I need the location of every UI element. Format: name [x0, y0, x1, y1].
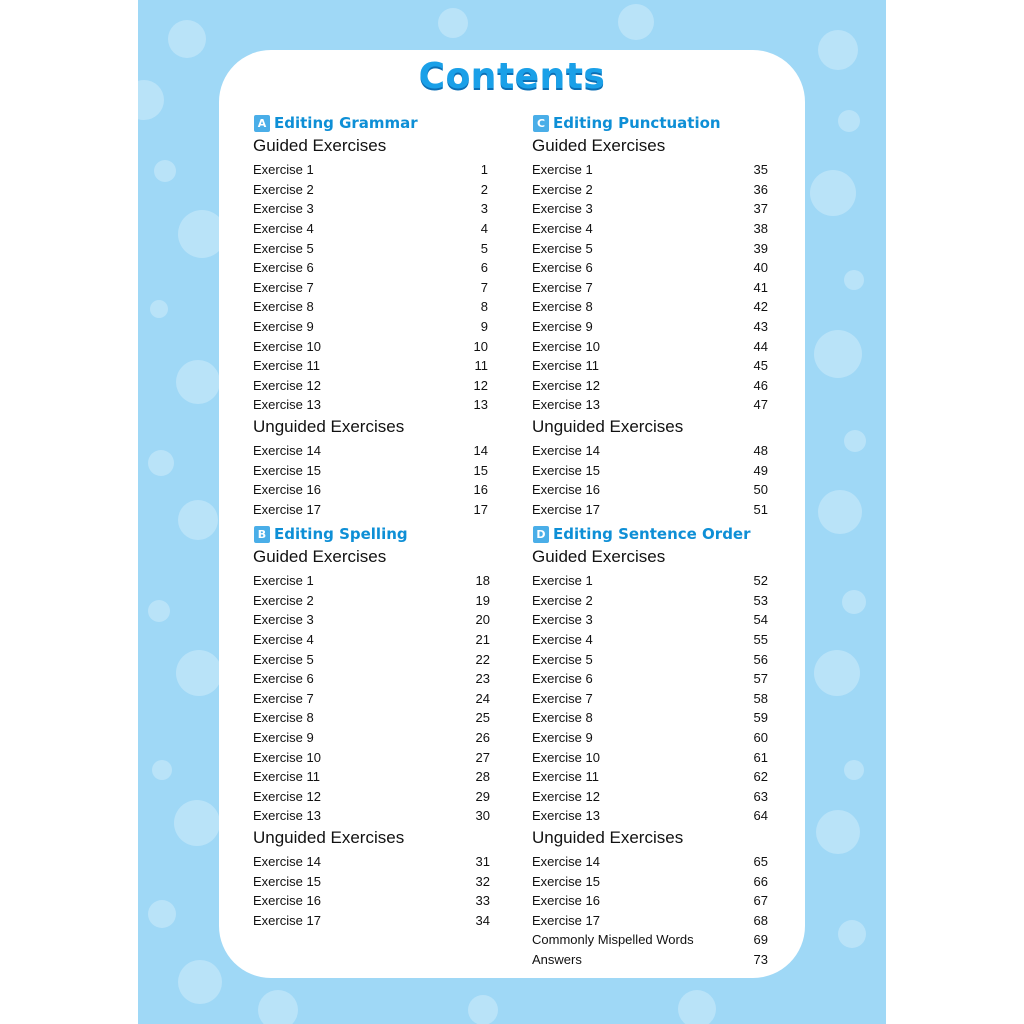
toc-entry [253, 199, 488, 219]
toc-entry [532, 356, 768, 376]
toc-entry [532, 500, 768, 520]
entry-name: Exercise 9 [253, 730, 314, 746]
section-letter-badge: A [254, 115, 270, 132]
toc-entry [253, 787, 490, 807]
section-heading [254, 112, 418, 134]
toc-entry [253, 649, 490, 669]
entry-name: Exercise 9 [532, 730, 593, 746]
entry-page-number: 44 [753, 338, 768, 354]
entry-name: Exercise 10 [253, 338, 321, 354]
section-letter-badge: B [254, 526, 270, 543]
entry-name: Exercise 8 [532, 299, 593, 315]
entry-name: Exercise 1 [532, 162, 593, 178]
toc-entry [532, 297, 768, 317]
entry-page-number: 46 [753, 377, 768, 393]
entry-page-number: 3 [480, 201, 488, 217]
entry-page-number: 29 [475, 788, 490, 804]
entry-page-number: 25 [475, 710, 490, 726]
group-heading: Unguided Exercises [253, 416, 405, 436]
entry-name: Exercise 15 [253, 873, 321, 889]
entry-page-number: 5 [480, 240, 488, 256]
toc-entry [532, 689, 768, 709]
toc-entry [253, 219, 488, 239]
entry-name: Exercise 15 [253, 462, 321, 478]
toc-entry [532, 787, 768, 807]
entry-page-number: 2 [480, 181, 488, 197]
entry-name: Exercise 13 [253, 808, 321, 824]
toc-entry [253, 460, 488, 480]
section-title: Editing Spelling [274, 525, 408, 543]
toc-entry [532, 376, 768, 396]
toc-entry [532, 441, 768, 461]
entry-name: Exercise 3 [253, 612, 314, 628]
entry-name: Exercise 17 [532, 912, 600, 928]
toc-entry [532, 669, 768, 689]
toc-entry [532, 852, 768, 872]
entry-page-number: 21 [475, 632, 490, 648]
toc-entry [253, 891, 490, 911]
toc-entry [253, 376, 488, 396]
group-heading: Unguided Exercises [532, 416, 684, 436]
entry-name: Exercise 11 [253, 769, 320, 785]
entry-name: Exercise 2 [253, 592, 314, 608]
entry-page-number: 11 [474, 358, 488, 374]
entry-name: Answers [532, 952, 582, 968]
entry-name: Exercise 10 [253, 749, 321, 765]
toc-entry [532, 571, 768, 591]
entry-name: Exercise 12 [532, 377, 600, 393]
entry-name: Exercise 11 [532, 769, 599, 785]
entry-page-number: 17 [473, 501, 488, 517]
entry-page-number: 14 [473, 443, 488, 459]
entry-name: Exercise 1 [253, 573, 314, 589]
entry-page-number: 38 [753, 221, 768, 237]
entry-name: Exercise 2 [253, 181, 314, 197]
entry-page-number: 59 [753, 710, 768, 726]
entry-page-number: 32 [475, 873, 490, 889]
toc-entry [532, 317, 768, 337]
entry-name: Exercise 17 [532, 501, 600, 517]
entry-name: Exercise 3 [253, 201, 314, 217]
toc-entry [253, 180, 488, 200]
entry-page-number: 54 [753, 612, 768, 628]
bubble-decoration [678, 990, 716, 1024]
entry-name: Exercise 6 [532, 671, 593, 687]
toc-entry [253, 160, 488, 180]
bubble-decoration [838, 110, 860, 132]
toc-entry [532, 238, 768, 258]
entry-page-number: 65 [753, 854, 768, 870]
entry-page-number: 9 [480, 319, 488, 335]
toc-entry [532, 199, 768, 219]
entry-name: Exercise 13 [253, 397, 321, 413]
entry-name: Exercise 6 [253, 671, 314, 687]
bubble-decoration [178, 500, 218, 540]
toc-entry [253, 747, 490, 767]
entry-page-number: 66 [753, 873, 768, 889]
toc-entry [253, 728, 490, 748]
toc-entry [532, 460, 768, 480]
toc-entry [532, 160, 768, 180]
entry-page-number: 57 [753, 671, 768, 687]
bubble-decoration [152, 760, 172, 780]
entry-page-number: 45 [753, 358, 768, 374]
group-heading: Unguided Exercises [253, 827, 405, 847]
bubble-decoration [618, 4, 654, 40]
entry-name: Exercise 3 [532, 612, 593, 628]
entry-name: Exercise 17 [253, 501, 321, 517]
entry-name: Exercise 4 [253, 632, 314, 648]
entry-name: Exercise 7 [253, 690, 314, 706]
entry-name: Exercise 16 [532, 482, 600, 498]
toc-entry [253, 871, 490, 891]
entry-name: Exercise 15 [532, 462, 600, 478]
bubble-decoration [816, 810, 860, 854]
page-title: Contents [418, 56, 606, 97]
entry-name: Exercise 14 [253, 443, 321, 459]
toc-entry [532, 630, 768, 650]
entry-name: Exercise 7 [253, 279, 314, 295]
entry-name: Exercise 4 [532, 632, 593, 648]
group-heading: Guided Exercises [253, 547, 387, 566]
toc-entry [532, 708, 768, 728]
toc-entry [253, 689, 490, 709]
entry-name: Exercise 13 [532, 808, 600, 824]
toc-entry [532, 258, 768, 278]
toc-entry [532, 891, 768, 911]
entry-page-number: 55 [753, 632, 768, 648]
entry-page-number: 60 [753, 730, 768, 746]
entry-page-number: 36 [753, 181, 768, 197]
bubble-decoration [844, 270, 864, 290]
toc-entry [532, 871, 768, 891]
toc-entry [532, 336, 768, 356]
bubble-decoration [148, 900, 176, 928]
toc-entry [253, 852, 490, 872]
toc-entry [253, 238, 488, 258]
toc-entry [532, 649, 768, 669]
bubble-decoration [844, 430, 866, 452]
entry-page-number: 42 [753, 299, 768, 315]
bubble-decoration [258, 990, 298, 1024]
entry-name: Exercise 10 [532, 338, 600, 354]
toc-entry [532, 930, 768, 950]
bubble-decoration [814, 650, 860, 696]
section-title: Editing Grammar [274, 114, 418, 132]
bubble-decoration [438, 8, 468, 38]
toc-entry [532, 911, 768, 931]
section-title: Editing Sentence Order [553, 525, 751, 543]
entry-name: Exercise 12 [532, 788, 600, 804]
entry-name: Exercise 10 [532, 749, 600, 765]
toc-entry [253, 610, 490, 630]
bubble-decoration [176, 650, 222, 696]
entry-name: Exercise 5 [532, 240, 593, 256]
entry-name: Exercise 14 [532, 854, 600, 870]
entry-name: Exercise 11 [532, 358, 599, 374]
toc-entry [253, 336, 488, 356]
entry-name: Exercise 14 [253, 854, 321, 870]
toc-entry [253, 317, 488, 337]
entry-name: Exercise 4 [532, 221, 593, 237]
entry-page-number: 15 [473, 462, 488, 478]
entry-page-number: 30 [475, 808, 490, 824]
entry-page-number: 13 [473, 397, 488, 413]
entry-page-number: 19 [475, 592, 490, 608]
entry-name: Exercise 6 [253, 260, 314, 276]
entry-page-number: 67 [753, 893, 768, 909]
entry-page-number: 7 [480, 279, 488, 295]
entry-page-number: 12 [473, 377, 488, 393]
bubble-decoration [818, 490, 862, 534]
entry-name: Exercise 9 [253, 319, 314, 335]
toc-entry [532, 747, 768, 767]
toc-entry [532, 806, 768, 826]
entry-name: Exercise 5 [253, 240, 314, 256]
bubble-decoration [178, 960, 222, 1004]
toc-entry [532, 278, 768, 298]
entry-name: Exercise 16 [253, 482, 321, 498]
section-heading [533, 523, 751, 545]
group-heading: Guided Exercises [532, 136, 666, 155]
entry-page-number: 24 [475, 690, 490, 706]
entry-name: Exercise 1 [532, 573, 593, 589]
entry-page-number: 48 [753, 443, 768, 459]
entry-name: Exercise 16 [532, 893, 600, 909]
entry-page-number: 40 [753, 260, 768, 276]
entry-name: Exercise 17 [253, 912, 321, 928]
toc-entry [253, 669, 490, 689]
toc-entry [532, 219, 768, 239]
toc-entry [253, 258, 488, 278]
entry-page-number: 8 [480, 299, 488, 315]
entry-page-number: 47 [753, 397, 768, 413]
entry-page-number: 61 [753, 749, 768, 765]
toc-entry [253, 500, 488, 520]
entry-page-number: 64 [753, 808, 768, 824]
toc-entry [253, 571, 490, 591]
section-letter-badge: D [533, 526, 549, 543]
entry-name: Exercise 12 [253, 788, 321, 804]
entry-page-number: 35 [753, 162, 768, 178]
bubble-decoration [148, 450, 174, 476]
toc-entry [253, 297, 488, 317]
entry-name: Exercise 14 [532, 443, 600, 459]
entry-page-number: 31 [475, 854, 490, 870]
entry-name: Exercise 5 [253, 651, 314, 667]
toc-entry [253, 441, 488, 461]
entry-page-number: 22 [475, 651, 490, 667]
entry-page-number: 20 [475, 612, 490, 628]
group-heading: Guided Exercises [532, 547, 666, 566]
entry-name: Exercise 5 [532, 651, 593, 667]
entry-page-number: 63 [753, 788, 768, 804]
entry-page-number: 37 [753, 201, 768, 217]
bubble-decoration [148, 600, 170, 622]
bubble-decoration [150, 300, 168, 318]
toc-entry [253, 806, 490, 826]
entry-page-number: 26 [475, 730, 490, 746]
toc-entry [532, 950, 768, 970]
entry-page-number: 49 [753, 462, 768, 478]
entry-page-number: 23 [475, 671, 490, 687]
section-heading [254, 523, 408, 545]
section-letter-badge: C [533, 115, 549, 132]
toc-entry [532, 767, 768, 787]
entry-name: Exercise 16 [253, 893, 321, 909]
group-heading: Guided Exercises [253, 136, 387, 155]
bubble-decoration [844, 760, 864, 780]
entry-name: Exercise 1 [253, 162, 314, 178]
entry-page-number: 56 [753, 651, 768, 667]
entry-page-number: 1 [480, 162, 488, 178]
entry-page-number: 62 [753, 769, 768, 785]
entry-name: Exercise 9 [532, 319, 593, 335]
entry-page-number: 6 [480, 260, 488, 276]
bubble-decoration [468, 995, 498, 1024]
entry-page-number: 50 [753, 482, 768, 498]
entry-page-number: 16 [473, 482, 488, 498]
entry-page-number: 34 [475, 912, 490, 928]
entry-name: Exercise 8 [253, 299, 314, 315]
entry-name: Exercise 7 [532, 690, 593, 706]
entry-name: Exercise 15 [532, 873, 600, 889]
toc-entry [253, 356, 488, 376]
entry-name: Exercise 2 [532, 181, 593, 197]
entry-page-number: 68 [753, 912, 768, 928]
toc-entry [253, 911, 490, 931]
entry-page-number: 27 [475, 749, 490, 765]
toc-entry [532, 610, 768, 630]
entry-name: Exercise 8 [532, 710, 593, 726]
entry-page-number: 41 [753, 279, 768, 295]
entry-name: Exercise 4 [253, 221, 314, 237]
toc-entry [532, 591, 768, 611]
toc-entry [253, 630, 490, 650]
entry-name: Exercise 13 [532, 397, 600, 413]
entry-page-number: 58 [753, 690, 768, 706]
toc-entry [253, 278, 488, 298]
toc-entry [253, 591, 490, 611]
entry-page-number: 52 [753, 573, 768, 589]
entry-name: Commonly Mispelled Words [532, 932, 694, 948]
bubble-decoration [814, 330, 862, 378]
entry-page-number: 69 [753, 932, 768, 948]
entry-name: Exercise 8 [253, 710, 314, 726]
bubble-decoration [154, 160, 176, 182]
toc-entry [532, 395, 768, 415]
toc-entry [532, 180, 768, 200]
entry-name: Exercise 7 [532, 279, 593, 295]
section-title: Editing Punctuation [553, 114, 721, 132]
bubble-decoration [176, 360, 220, 404]
toc-entry [253, 767, 490, 787]
entry-page-number: 18 [475, 573, 490, 589]
entry-page-number: 53 [753, 592, 768, 608]
bubble-decoration [842, 590, 866, 614]
entry-name: Exercise 2 [532, 592, 593, 608]
bubble-decoration [174, 800, 220, 846]
entry-page-number: 43 [753, 319, 768, 335]
bubble-decoration [168, 20, 206, 58]
toc-entry [532, 728, 768, 748]
entry-name: Exercise 12 [253, 377, 321, 393]
entry-page-number: 10 [473, 338, 488, 354]
section-heading [533, 112, 721, 134]
toc-entry [253, 708, 490, 728]
bubble-decoration [810, 170, 856, 216]
entry-page-number: 51 [753, 501, 768, 517]
entry-page-number: 33 [475, 893, 490, 909]
entry-name: Exercise 11 [253, 358, 320, 374]
entry-name: Exercise 6 [532, 260, 593, 276]
entry-page-number: 73 [753, 952, 768, 968]
bubble-decoration [838, 920, 866, 948]
toc-entry [253, 480, 488, 500]
entry-page-number: 4 [480, 221, 488, 237]
toc-entry [532, 480, 768, 500]
toc-entry [253, 395, 488, 415]
entry-page-number: 28 [475, 769, 490, 785]
group-heading: Unguided Exercises [532, 827, 684, 847]
entry-name: Exercise 3 [532, 201, 593, 217]
entry-page-number: 39 [753, 240, 768, 256]
